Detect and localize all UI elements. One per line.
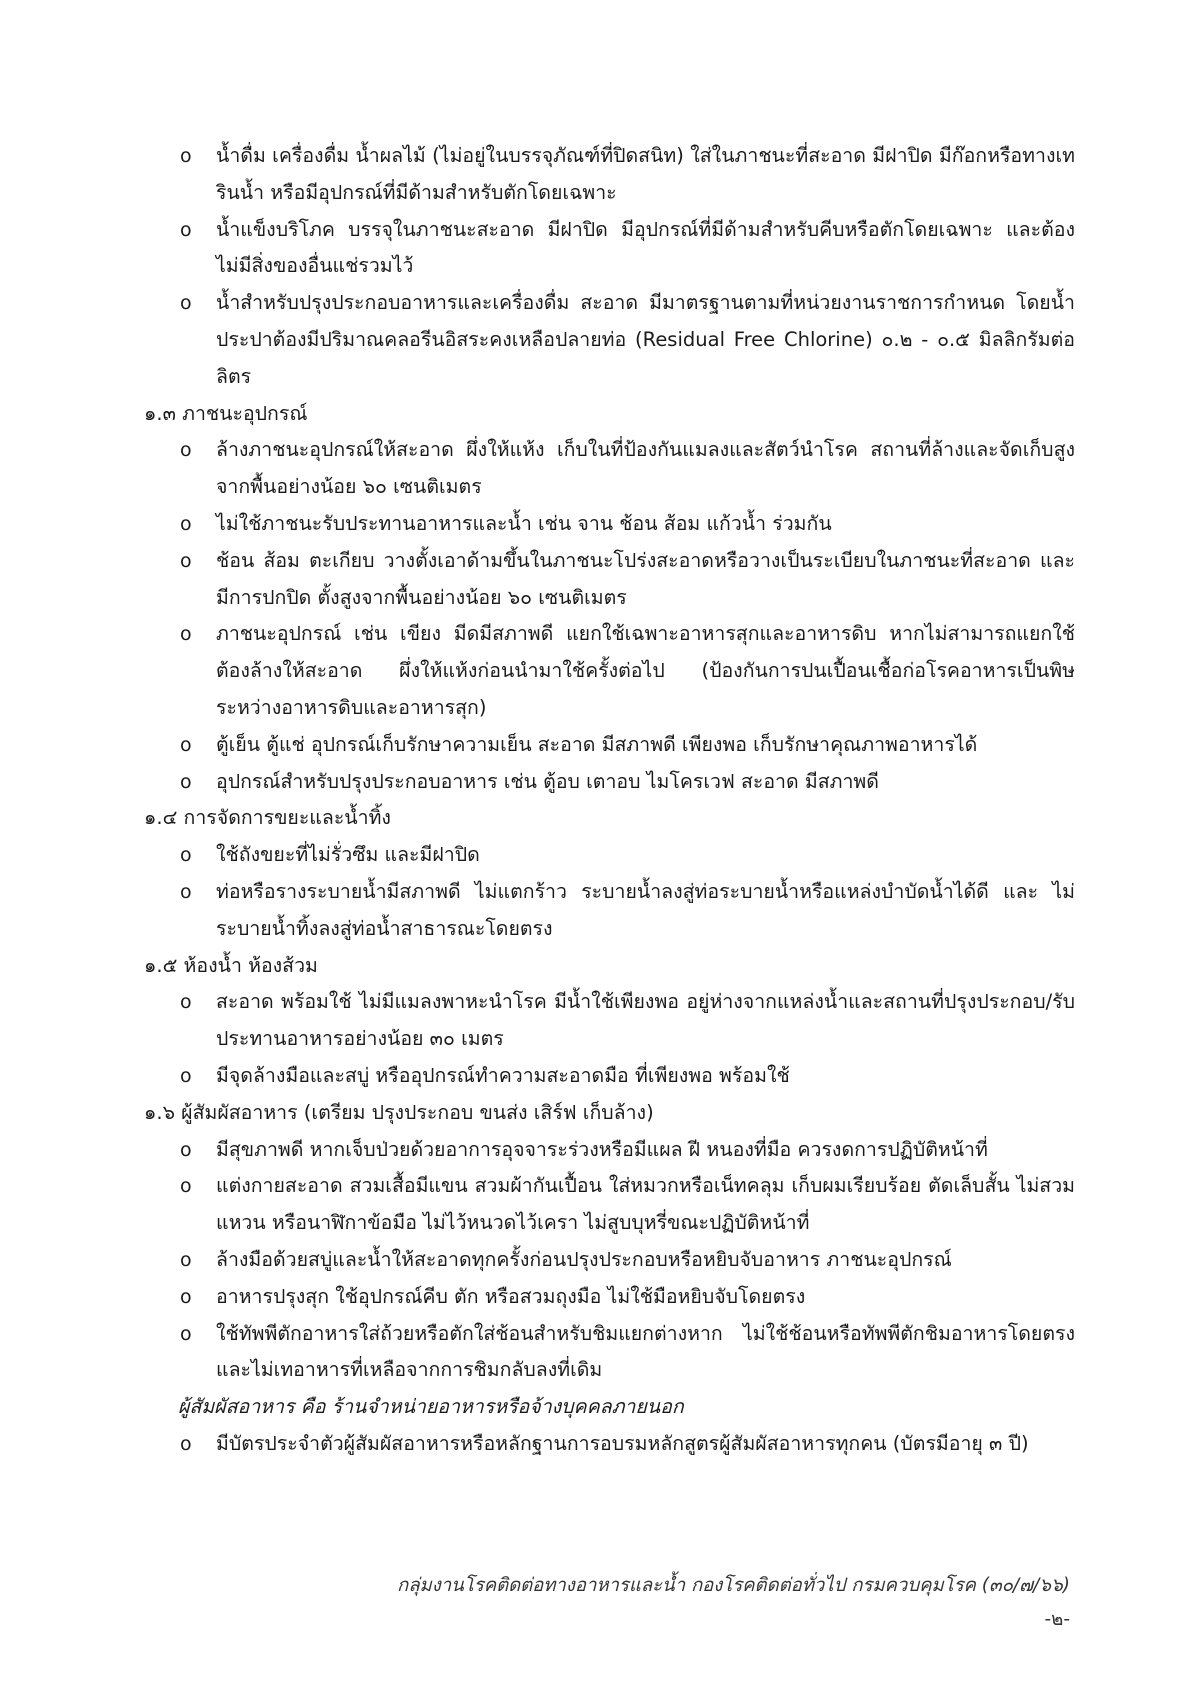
list-item: o น้ำสำหรับปรุงประกอบอาหารและเครื่องดื่ม สะอาด มีมาตรฐานตามที่หน่วยงานราชการกำหนด โดยน้ำประปาต้องมีปริมาณคลอรีนอิสระคงเหลือปลายท่อ (Residual Free Chlorine) ๐.๒ - ๐.๕ มิลลิกรัมต่อลิตร bbox=[140, 285, 1075, 395]
bullet-circle-icon: o bbox=[180, 1248, 192, 1271]
bullet-circle-icon: o bbox=[180, 991, 192, 1014]
bullet-circle-icon: o bbox=[180, 218, 192, 241]
footer-credit: กลุ่มงานโรคติดต่อทางอาหารและน้ำ กองโรคติดต่อทั่วไป กรมควบคุมโรค (๓๐/๗/๖๖) bbox=[397, 1575, 1070, 1596]
section-heading: ๑.๓ ภาชนะอุปกรณ์ bbox=[144, 401, 308, 425]
list-item: o อุปกรณ์สำหรับปรุงประกอบอาหาร เช่น ตู้อบ เตาอบ ไมโครเวฟ สะอาด มีสภาพดี bbox=[140, 764, 1075, 801]
list-item: o ภาชนะอุปกรณ์ เช่น เขียง มีดมีสภาพดี แยกใช้เฉพาะอาหารสุกและอาหารดิบ หากไม่สามารถแยกใช้ต้องล้างให้สะอาด ผึ่งให้แห้งก่อนนำมาใช้ครั้งต่อไป (ป้องกันการปนเปื้อนเชื้อก่อโรคอาหารเป็นพิษระหว่างอาหารดิบและอาหารสุก) bbox=[140, 616, 1075, 726]
list-item: o สะอาด พร้อมใช้ ไม่มีแมลงพาหะนำโรค มีน้ำใช้เพียงพอ อยู่ห่างจากแหล่งน้ำและสถานที่ปรุงประกอบ/รับประทานอาหารอย่างน้อย ๓๐ เมตร bbox=[140, 984, 1075, 1058]
section-restroom bbox=[140, 948, 1075, 1095]
bullet-circle-icon: o bbox=[180, 549, 192, 572]
bullet-circle-icon: o bbox=[180, 1138, 192, 1161]
bullet-circle-icon: o bbox=[180, 1322, 192, 1345]
section-waste bbox=[140, 800, 1075, 947]
bullet-circle-icon: o bbox=[180, 1285, 192, 1308]
list-item: o แต่งกายสะอาด สวมเสื้อมีแขน สวมผ้ากันเปื้อน ใส่หมวกหรือเน็ทคลุม เก็บผมเรียบร้อย ตัดเล็บสั้น ไม่สวมแหวน หรือนาฬิกาข้อมือ ไม่ไว้หนวดไว้เครา ไม่สูบบุหรี่ขณะปฏิบัติหน้าที่ bbox=[140, 1168, 1075, 1242]
list-item: o น้ำดื่ม เครื่องดื่ม น้ำผลไม้ (ไม่อยู่ในบรรจุภัณฑ์ที่ปิดสนิท) ใส่ในภาชนะที่สะอาด มีฝาปิด มีก๊อกหรือทางเทรินน้ำ หรือมีอุปกรณ์ที่มีด้ามสำหรับตักโดยเฉพาะ bbox=[140, 138, 1075, 212]
bullet-circle-icon: o bbox=[180, 439, 192, 462]
list-item: o ช้อน ส้อม ตะเกียบ วางตั้งเอาด้ามขึ้นในภาชนะโปร่งสะอาดหรือวางเป็นระเบียบในภาชนะที่สะอาด และมีการปกปิด ตั้งสูงจากพื้นอย่างน้อย ๖๐ เซนติเมตร bbox=[140, 543, 1075, 617]
section-heading: ๑.๕ ห้องน้ำ ห้องส้วม bbox=[144, 953, 318, 977]
list-item: o ใช้ถังขยะที่ไม่รั่วซึม และมีฝาปิด bbox=[140, 837, 1075, 874]
list-item: o ตู้เย็น ตู้แช่ อุปกรณ์เก็บรักษาความเย็น สะอาด มีสภาพดี เพียงพอ เก็บรักษาคุณภาพอาหารได้ bbox=[140, 727, 1075, 764]
list-item: o น้ำแข็งบริโภค บรรจุในภาชนะสะอาด มีฝาปิด มีอุปกรณ์ที่มีด้ามสำหรับคีบหรือตักโดยเฉพาะ และต้องไม่มีสิ่งของอื่นแช่รวมไว้ bbox=[140, 212, 1075, 286]
list-item: o ล้างมือด้วยสบู่และน้ำให้สะอาดทุกครั้งก่อนปรุงประกอบหรือหยิบจับอาหาร ภาชนะอุปกรณ์ bbox=[140, 1242, 1075, 1279]
bullet-circle-icon: o bbox=[180, 1432, 192, 1455]
bullet-circle-icon: o bbox=[180, 623, 192, 646]
bullet-circle-icon: o bbox=[180, 770, 192, 793]
list-item: o ใช้ทัพพีตักอาหารใส่ถ้วยหรือตักใส่ช้อนสำหรับชิมแยกต่างหาก ไม่ใช้ช้อนหรือทัพพีตักชิมอาหารโดยตรง และไม่เทอาหารที่เหลือจากการชิมกลับลงที่เดิม bbox=[140, 1316, 1075, 1390]
section-heading: ๑.๔ การจัดการขยะและน้ำทิ้ง bbox=[144, 806, 391, 830]
section-utensils bbox=[140, 396, 1075, 801]
bullet-circle-icon: o bbox=[180, 292, 192, 315]
list-item: o ล้างภาชนะอุปกรณ์ให้สะอาด ผึ่งให้แห้ง เก็บในที่ป้องกันแมลงและสัตว์นำโรค สถานที่ล้างและจัดเก็บสูงจากพื้นอย่างน้อย ๖๐ เซนติเมตร bbox=[140, 432, 1075, 506]
intro-list bbox=[140, 138, 1075, 396]
bullet-circle-icon: o bbox=[180, 733, 192, 756]
list-item: o อาหารปรุงสุก ใช้อุปกรณ์คีบ ตัก หรือสวมถุงมือ ไม่ใช้มือหยิบจับโดยตรง bbox=[140, 1279, 1075, 1316]
bullet-circle-icon: o bbox=[180, 844, 192, 867]
section-food-handlers bbox=[140, 1095, 1075, 1463]
section-heading: ๑.๖ ผู้สัมผัสอาหาร (เตรียม ปรุงประกอบ ขนส่ง เสิร์ฟ เก็บล้าง) bbox=[144, 1100, 654, 1124]
list-item: o มีบัตรประจำตัวผู้สัมผัสอาหารหรือหลักฐานการอบรมหลักสูตรผู้สัมผัสอาหารทุกคน (บัตรมีอายุ ๓ ปี) bbox=[140, 1426, 1075, 1463]
bullet-circle-icon: o bbox=[180, 512, 192, 535]
food-handler-note: ผู้สัมผัสอาหาร คือ ร้านจำหน่ายอาหารหรือจ้างบุคคลภายนอก bbox=[178, 1395, 684, 1419]
document-body bbox=[140, 138, 1075, 1463]
bullet-circle-icon: o bbox=[180, 1175, 192, 1198]
list-item: o ไม่ใช้ภาชนะรับประทานอาหารและน้ำ เช่น จาน ช้อน ส้อม แก้วน้ำ ร่วมกัน bbox=[140, 506, 1075, 543]
page-number: -๒- bbox=[1044, 1609, 1070, 1630]
bullet-circle-icon: o bbox=[180, 145, 192, 167]
list-item: o มีสุขภาพดี หากเจ็บป่วยด้วยอาการอุจจาระร่วงหรือมีแผล ฝี หนองที่มือ ควรงดการปฏิบัติหน้าที่ bbox=[140, 1132, 1075, 1169]
bullet-circle-icon: o bbox=[180, 1064, 192, 1087]
bullet-circle-icon: o bbox=[180, 880, 192, 903]
list-item: o มีจุดล้างมือและสบู่ หรืออุปกรณ์ทำความสะอาดมือ ที่เพียงพอ พร้อมใช้ bbox=[140, 1058, 1075, 1095]
list-item: o ท่อหรือรางระบายน้ำมีสภาพดี ไม่แตกร้าว ระบายน้ำลงสู่ท่อระบายน้ำหรือแหล่งบำบัดน้ำได้ดี และ ไม่ระบายน้ำทิ้งลงสู่ท่อน้ำสาธารณะโดยตรง bbox=[140, 874, 1075, 948]
